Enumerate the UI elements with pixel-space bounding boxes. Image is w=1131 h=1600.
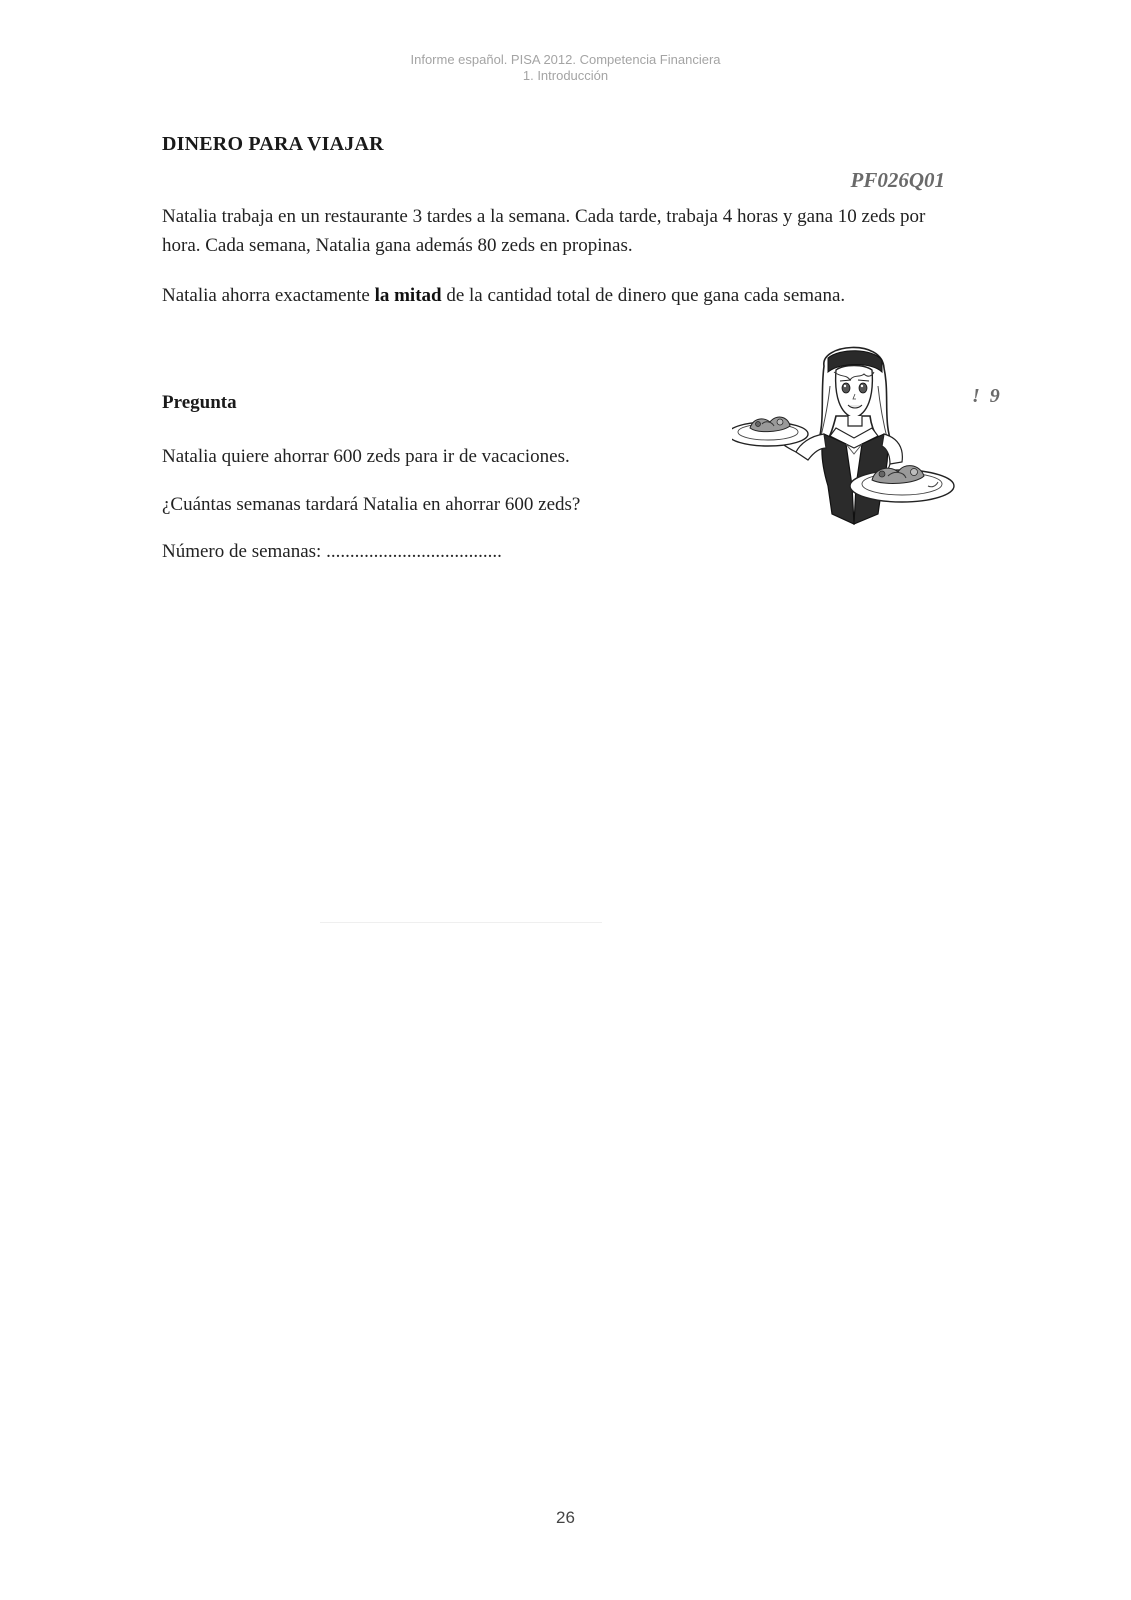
page-number: 26 (556, 1508, 575, 1527)
answer-line: Número de semanas: ..................................... (162, 541, 502, 562)
emphasis-half: la mitad (374, 285, 442, 306)
stimulus-paragraph-2-start: Natalia ahorra exactamente (162, 285, 375, 306)
waitress-with-plates-illustration (732, 336, 968, 536)
running-header (0, 52, 1131, 84)
item-code: PF026Q01 (850, 168, 945, 192)
stray-marks: ! 9 (972, 385, 1000, 407)
running-header-title: Informe español. PISA 2012. Competencia Financiera (410, 52, 721, 67)
question-prompt: ¿Cuántas semanas tardará Natalia en ahorrar 600 zeds? (162, 494, 581, 515)
question-context: Natalia quiere ahorrar 600 zeds para ir de vacaciones. (162, 446, 570, 467)
stimulus-paragraph-1: Natalia trabaja en un restaurante 3 tardes a la semana. Cada tarde, trabaja 4 horas y gana 10 zeds por hora. Cada semana, Natalia gana además 80 zeds en propinas. (162, 206, 926, 256)
stimulus-paragraph-2-end: de la cantidad total de dinero que gana cada semana. (441, 285, 846, 306)
divider (320, 922, 602, 923)
running-header-section: 1. Introducción (522, 68, 609, 83)
stimulus-paragraph-2 (162, 281, 962, 310)
unit-title: DINERO PARA VIAJAR (162, 133, 384, 155)
question-heading: Pregunta (162, 392, 237, 413)
